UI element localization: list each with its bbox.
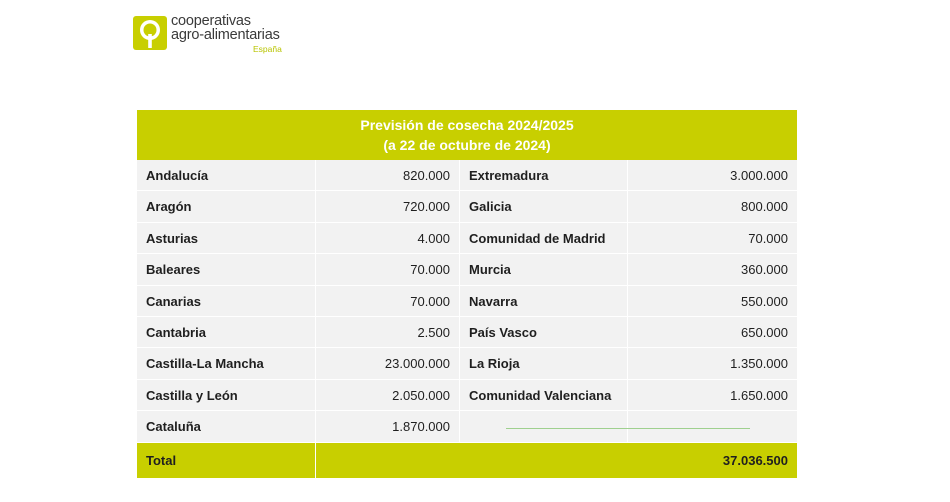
table-header (137, 110, 797, 160)
total-value: 37.036.500 (315, 443, 797, 478)
region-name-right: Galicia (459, 191, 627, 222)
region-value-right: 800.000 (627, 191, 797, 222)
logo-text-line3: España (253, 44, 282, 54)
region-name-right: Comunidad de Madrid (459, 223, 627, 254)
table-title: Previsión de cosecha 2024/2025 (360, 117, 574, 133)
region-value-right: 1.650.000 (627, 380, 797, 411)
region-value-left: 820.000 (315, 160, 459, 191)
region-name-left: Baleares (137, 254, 315, 285)
region-name-right: Extremadura (459, 160, 627, 191)
region-name-right: Navarra (459, 286, 627, 317)
region-value-left: 23.000.000 (315, 348, 459, 379)
region-name-right: Murcia (459, 254, 627, 285)
region-value-right: 70.000 (627, 223, 797, 254)
region-value-left: 4.000 (315, 223, 459, 254)
region-value-left: 720.000 (315, 191, 459, 222)
region-name-left: Castilla-La Mancha (137, 348, 315, 379)
region-name-left: Castilla y León (137, 380, 315, 411)
total-row (137, 443, 797, 478)
region-name-left: Asturias (137, 223, 315, 254)
table-body (137, 160, 797, 443)
region-name-left: Aragón (137, 191, 315, 222)
region-value-right: 3.000.000 (627, 160, 797, 191)
region-name-left: Cantabria (137, 317, 315, 348)
region-name-left: Andalucía (137, 160, 315, 191)
logo-text-line1: cooperativas (171, 13, 251, 29)
region-value-right (627, 411, 797, 442)
region-value-right: 360.000 (627, 254, 797, 285)
harvest-forecast-table (137, 110, 797, 478)
region-value-left: 1.870.000 (315, 411, 459, 442)
region-value-left: 2.050.000 (315, 380, 459, 411)
region-value-right: 550.000 (627, 286, 797, 317)
total-label: Total (146, 452, 177, 468)
region-name-right (459, 411, 627, 442)
logo (133, 14, 313, 58)
region-value-left: 70.000 (315, 286, 459, 317)
cooperativas-logo-icon (133, 16, 167, 50)
region-name-left: Cataluña (137, 411, 315, 442)
region-name-right: La Rioja (459, 348, 627, 379)
table-subtitle: (a 22 de octubre de 2024) (383, 137, 551, 153)
region-name-right: País Vasco (459, 317, 627, 348)
divider-line (506, 428, 750, 429)
region-name-right: Comunidad Valenciana (459, 380, 627, 411)
region-name-left: Canarias (137, 286, 315, 317)
region-value-right: 1.350.000 (627, 348, 797, 379)
region-value-right: 650.000 (627, 317, 797, 348)
region-value-left: 70.000 (315, 254, 459, 285)
region-value-left: 2.500 (315, 317, 459, 348)
logo-text-line2: agro-alimentarias (171, 27, 280, 43)
